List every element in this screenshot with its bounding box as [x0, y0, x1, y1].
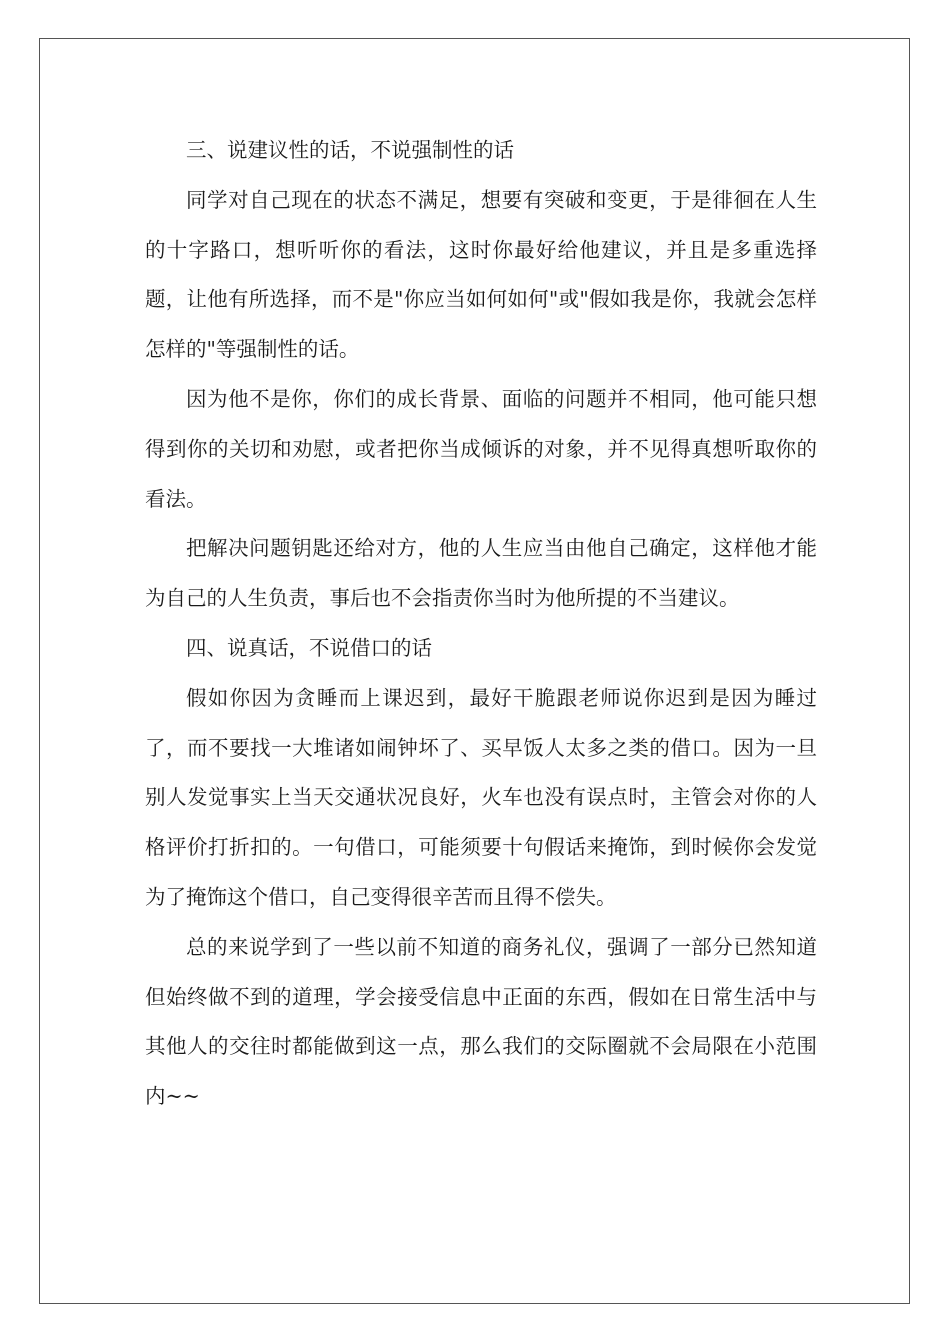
paragraph: 假如你因为贪睡而上课迟到，最好干脆跟老师说你迟到是因为睡过了，而不要找一大堆诸如闹钟坏了、买早饭人太多之类的借口。因为一旦别人发觉事实上当天交通状况良好，火车也没有误点时，主管会对你的人格评价打折扣的。一句借口，可能须要十句假话来掩饰，到时候你会发觉为了掩饰这个借口，自己变得很辛苦而且得不偿失。 — [145, 685, 817, 909]
section-heading-3: 三、说建议性的话，不说强制性的话 — [186, 138, 514, 162]
paragraph: 因为他不是你，你们的成长背景、面临的问题并不相同，他可能只想得到你的关切和劝慰，或者把你当成倾诉的对象，并不见得真想听取你的看法。 — [145, 386, 817, 511]
paragraph: 总的来说学到了一些以前不知道的商务礼仪，强调了一部分已然知道但始终做不到的道理，学会接受信息中正面的东西，假如在日常生活中与其他人的交往时都能做到这一点，那么我们的交际圈就不会局限在小范围内~~ — [145, 934, 817, 1109]
section-heading-4: 四、说真话，不说借口的话 — [186, 635, 432, 660]
paragraph: 把解决问题钥匙还给对方，他的人生应当由他自己确定，这样他才能为自己的人生负责，事后也不会指责你当时为他所提的不当建议。 — [145, 536, 817, 611]
document-body — [145, 126, 817, 1122]
paragraph: 同学对自己现在的状态不满足，想要有突破和变更，于是徘徊在人生的十字路口，想听听你的看法，这时你最好给他建议，并且是多重选择题，让他有所选择，而不是"你应当如何如何"或"假如我是你，我就会怎样怎样的"等强制性的话。 — [145, 187, 817, 362]
